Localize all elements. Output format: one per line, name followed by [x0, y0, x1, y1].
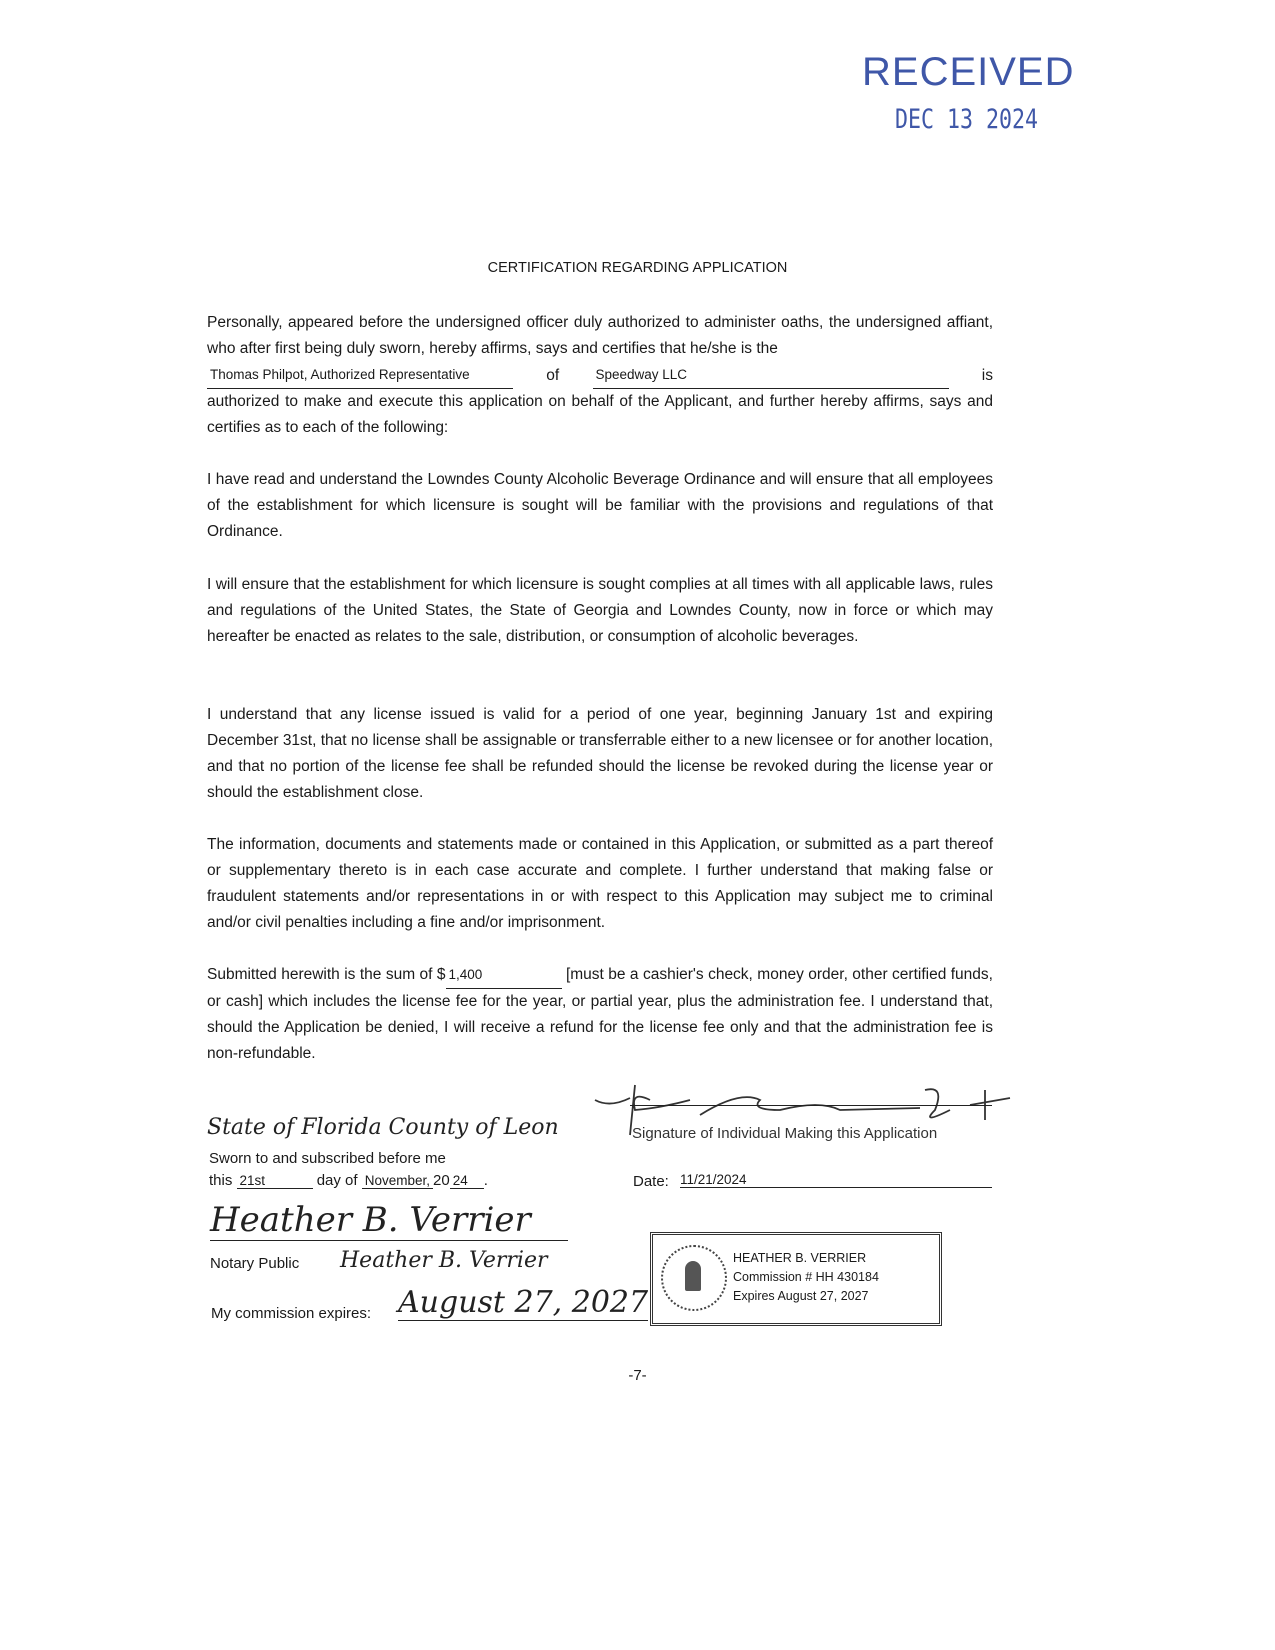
notary-seal-icon — [661, 1245, 727, 1311]
company-field: Speedway LLC — [593, 362, 949, 389]
document-title: CERTIFICATION REGARDING APPLICATION — [487, 260, 788, 276]
notary-stamp-name: HEATHER B. VERRIER — [733, 1251, 867, 1265]
date-label: Date: — [633, 1173, 669, 1190]
commission-expires-date: August 27, 2027 — [398, 1285, 649, 1320]
sworn-date-line: this 21st day of November, 20 24 . — [209, 1172, 488, 1189]
signature-label: Signature of Individual Making this Application — [632, 1125, 938, 1142]
sworn-text: Sworn to and subscribed before me — [209, 1150, 446, 1167]
notary-stamp-commission: Commission # HH 430184 — [733, 1270, 879, 1284]
paragraph-license-period: I understand that any license issued is valid for a period of one year, beginning January 1st and expiring December 31st, that no license shall be assignable or transferrable either to a new licensee or for another location, and that no portion of the license fee shall be refunded should the license be revoked during the license year or should the establishment close. — [207, 706, 993, 801]
year-prefix: 20 — [433, 1172, 450, 1189]
year-field: 24 — [450, 1173, 484, 1189]
day-of-text: day of — [316, 1172, 358, 1189]
notary-printed-name: Heather B. Verrier — [340, 1248, 548, 1273]
month-field: November, — [362, 1173, 433, 1189]
received-stamp-date: DEC 13 2024 — [895, 104, 1039, 135]
paragraph-fee — [207, 962, 993, 1067]
signature-line — [630, 1105, 992, 1106]
paragraph-accuracy: The information, documents and statements made or contained in this Application, or submitted as a part thereof or supplementary thereto is in each case accurate and complete. I further understand that making false or fraudulent statements and/or representations in or with respect to this Application may subject me to criminal and/or civil penalties including a fine and/or imprisonment. — [207, 836, 993, 931]
is-text: is — [981, 367, 993, 384]
intro-text-2: authorized to make and execute this application on behalf of the Applicant, and further hereby affirms, says and certifies as to each of the following: — [207, 393, 993, 436]
fee-text: [must be a cashier's check, money order, other certified funds, or cash] which includes the license fee for the year, or partial year, plus the administration fee. I understand that, should the Application be denied, I will receive a refund for the license fee only and that the administration fee is non-refundable. — [207, 966, 993, 1062]
fee-amount: 1,400 — [446, 962, 562, 989]
notary-stamp-expires: Expires August 27, 2027 — [733, 1289, 869, 1303]
this-text: this — [209, 1172, 233, 1189]
intro-paragraph — [207, 310, 993, 441]
intro-text: Personally, appeared before the undersigned officer duly authorized to administer oaths, the undersigned affiant, who after first being duly sworn, hereby affirms, says and certifies that he/she is the — [207, 314, 993, 357]
notary-signature: Heather B. Verrier — [210, 1200, 568, 1241]
notary-public-label: Notary Public — [210, 1255, 300, 1272]
received-stamp: RECEIVED — [862, 50, 1075, 94]
of-text: of — [546, 367, 560, 384]
day-field: 21st — [237, 1173, 313, 1189]
date-field: 11/21/2024 — [680, 1172, 992, 1188]
notary-venue: State of Florida County of Leon — [207, 1115, 559, 1140]
notary-stamp-text — [733, 1249, 879, 1306]
fee-prefix: Submitted herewith is the sum of $ — [207, 966, 446, 983]
commission-expires-label: My commission expires: — [211, 1305, 372, 1322]
paragraph-compliance: I will ensure that the establishment for which licensure is sought complies at all times with all applicable laws, rules and regulations of the United States, the State of Georgia and Lowndes County, now in force or which may hereafter be enacted as relates to the sale, distribution, or consumption of alcoholic beverages. — [207, 576, 993, 645]
paragraph-ordinance: I have read and understand the Lowndes County Alcoholic Beverage Ordinance and will ensure that all employees of the establishment for which licensure is sought will be familiar with the provisions and regulations of that Ordinance. — [207, 471, 993, 540]
name-field: Thomas Philpot, Authorized Representative — [207, 362, 513, 389]
notary-stamp — [650, 1232, 942, 1326]
page-number: -7- — [628, 1367, 647, 1384]
